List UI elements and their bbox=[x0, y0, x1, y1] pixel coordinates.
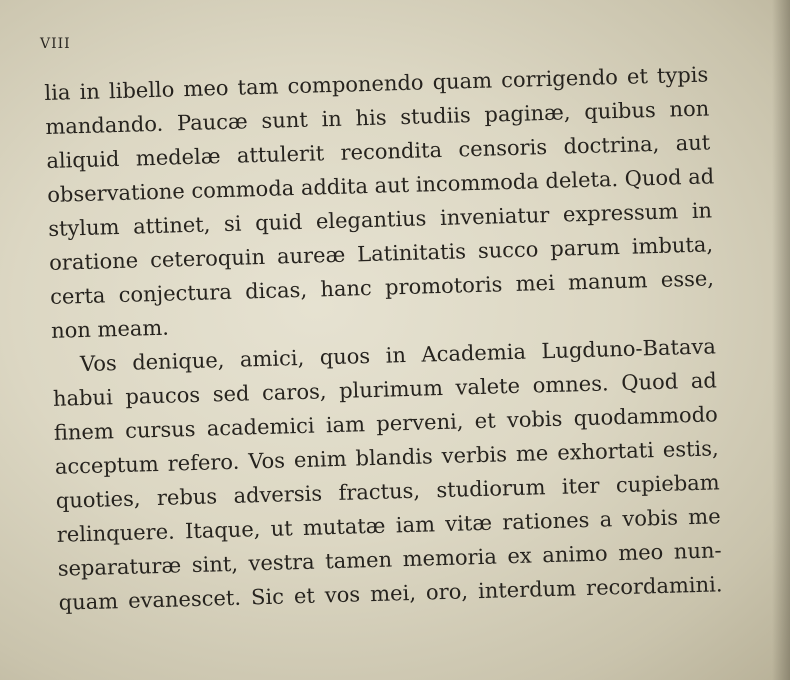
paragraph-1 bbox=[44, 57, 715, 347]
text-line: non meam. bbox=[50, 315, 170, 343]
text-line: aliquid medelæ attulerit recondita censoris doctrina, aut bbox=[46, 130, 711, 173]
text-line: oratione ceteroquin aureæ Latinitatis succo parum imbuta, bbox=[48, 232, 714, 275]
text-line: observatione commoda addita aut incommoda deleta. Quod ad bbox=[46, 164, 715, 207]
text-line: mandando. Paucæ sunt in his studiis paginæ, quibus non bbox=[45, 96, 710, 139]
text-line: habui paucos sed caros, plurimum valete omnes. Quod ad bbox=[52, 368, 718, 411]
text-line: certa conjectura dicas, hanc promotoris mei manum esse, bbox=[49, 266, 715, 309]
page-number: VIII bbox=[40, 36, 71, 52]
text-line: stylum attinet, si quid elegantius inveniatur expressum in bbox=[47, 198, 713, 241]
text-line: lia in libello meo tam componendo quam corrigendo et typis bbox=[44, 62, 709, 105]
text-line: Vos denique, amici, quos in Academia Lugduno-Batava bbox=[79, 334, 717, 377]
text-line: quam evanescet. Sic et vos mei, oro, interdum recordamini. bbox=[58, 572, 723, 615]
text-line: relinquere. Itaque, ut mutatæ iam vitæ rationes a vobis me bbox=[56, 504, 721, 547]
paragraph-2 bbox=[52, 329, 723, 619]
text-line: separaturæ sint, vestra tamen memoria ex animo meo nun- bbox=[57, 538, 722, 581]
body-text bbox=[44, 57, 723, 619]
text-line: finem cursus academici iam perveni, et vobis quodammodo bbox=[53, 402, 719, 445]
text-line: acceptum refero. Vos enim blandis verbis me exhortati estis, bbox=[54, 436, 719, 479]
text-line: quoties, rebus adversis fractus, studiorum iter cupiebam bbox=[55, 470, 720, 513]
